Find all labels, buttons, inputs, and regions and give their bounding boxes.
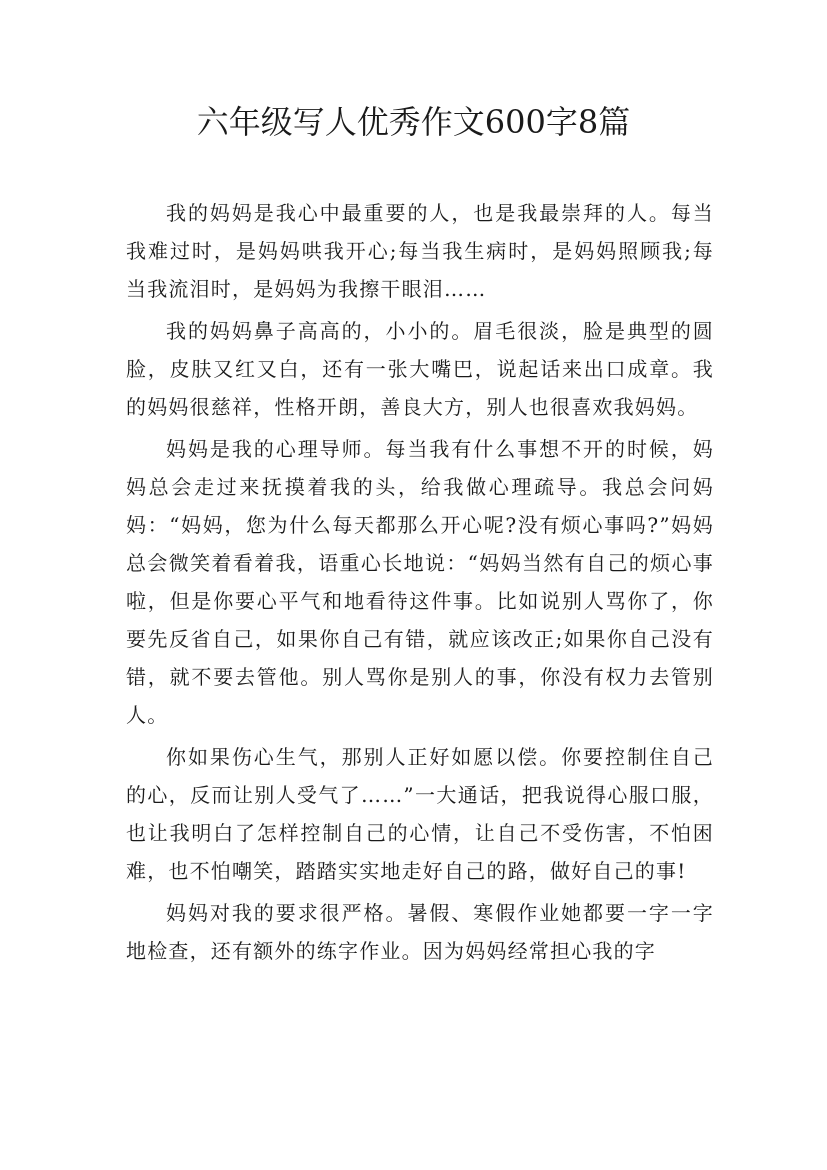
paragraph: 妈妈是我的心理导师。每当我有什么事想不开的时候，妈妈总会走过来抚摸着我的头，给我做心理疏导。我总会问妈妈：“妈妈，您为什么每天都那么开心呢?没有烦心事吗?”妈妈总会微笑着看着我，语重心长地说：“妈妈当然有自己的烦心事啦，但是你要心平气和地看待这件事。比如说别人骂你了，你要先反省自己，如果你自己有错，就应该改正;如果你自己没有错，就不要去管他。别人骂你是别人的事，你没有权力去管别人。 <box>126 437 714 727</box>
paragraph: 我的妈妈是我心中最重要的人，也是我最崇拜的人。每当我难过时，是妈妈哄我开心;每当我生病时，是妈妈照顾我;每当我流泪时，是妈妈为我擦干眼泪…… <box>126 201 714 301</box>
paragraph: 你如果伤心生气，那别人正好如愿以偿。你要控制住自己的心，反而让别人受气了……”一大通话，把我说得心服口服，也让我明白了怎样控制自己的心情，让自己不受伤害，不怕困难，也不怕嘲笑，踏踏实实地走好自己的路，做好自己的事! <box>126 745 714 883</box>
document-body <box>126 194 714 974</box>
paragraph: 妈妈对我的要求很严格。暑假、寒假作业她都要一字一字地检查，还有额外的练字作业。因为妈妈经常担心我的字 <box>126 901 714 963</box>
document-title: 六年级写人优秀作文600字8篇 <box>196 103 631 141</box>
paragraph: 我的妈妈鼻子高高的，小小的。眉毛很淡，脸是典型的圆脸，皮肤又红又白，还有一张大嘴巴，说起话来出口成章。我的妈妈很慈祥，性格开朗，善良大方，别人也很喜欢我妈妈。 <box>126 319 714 419</box>
